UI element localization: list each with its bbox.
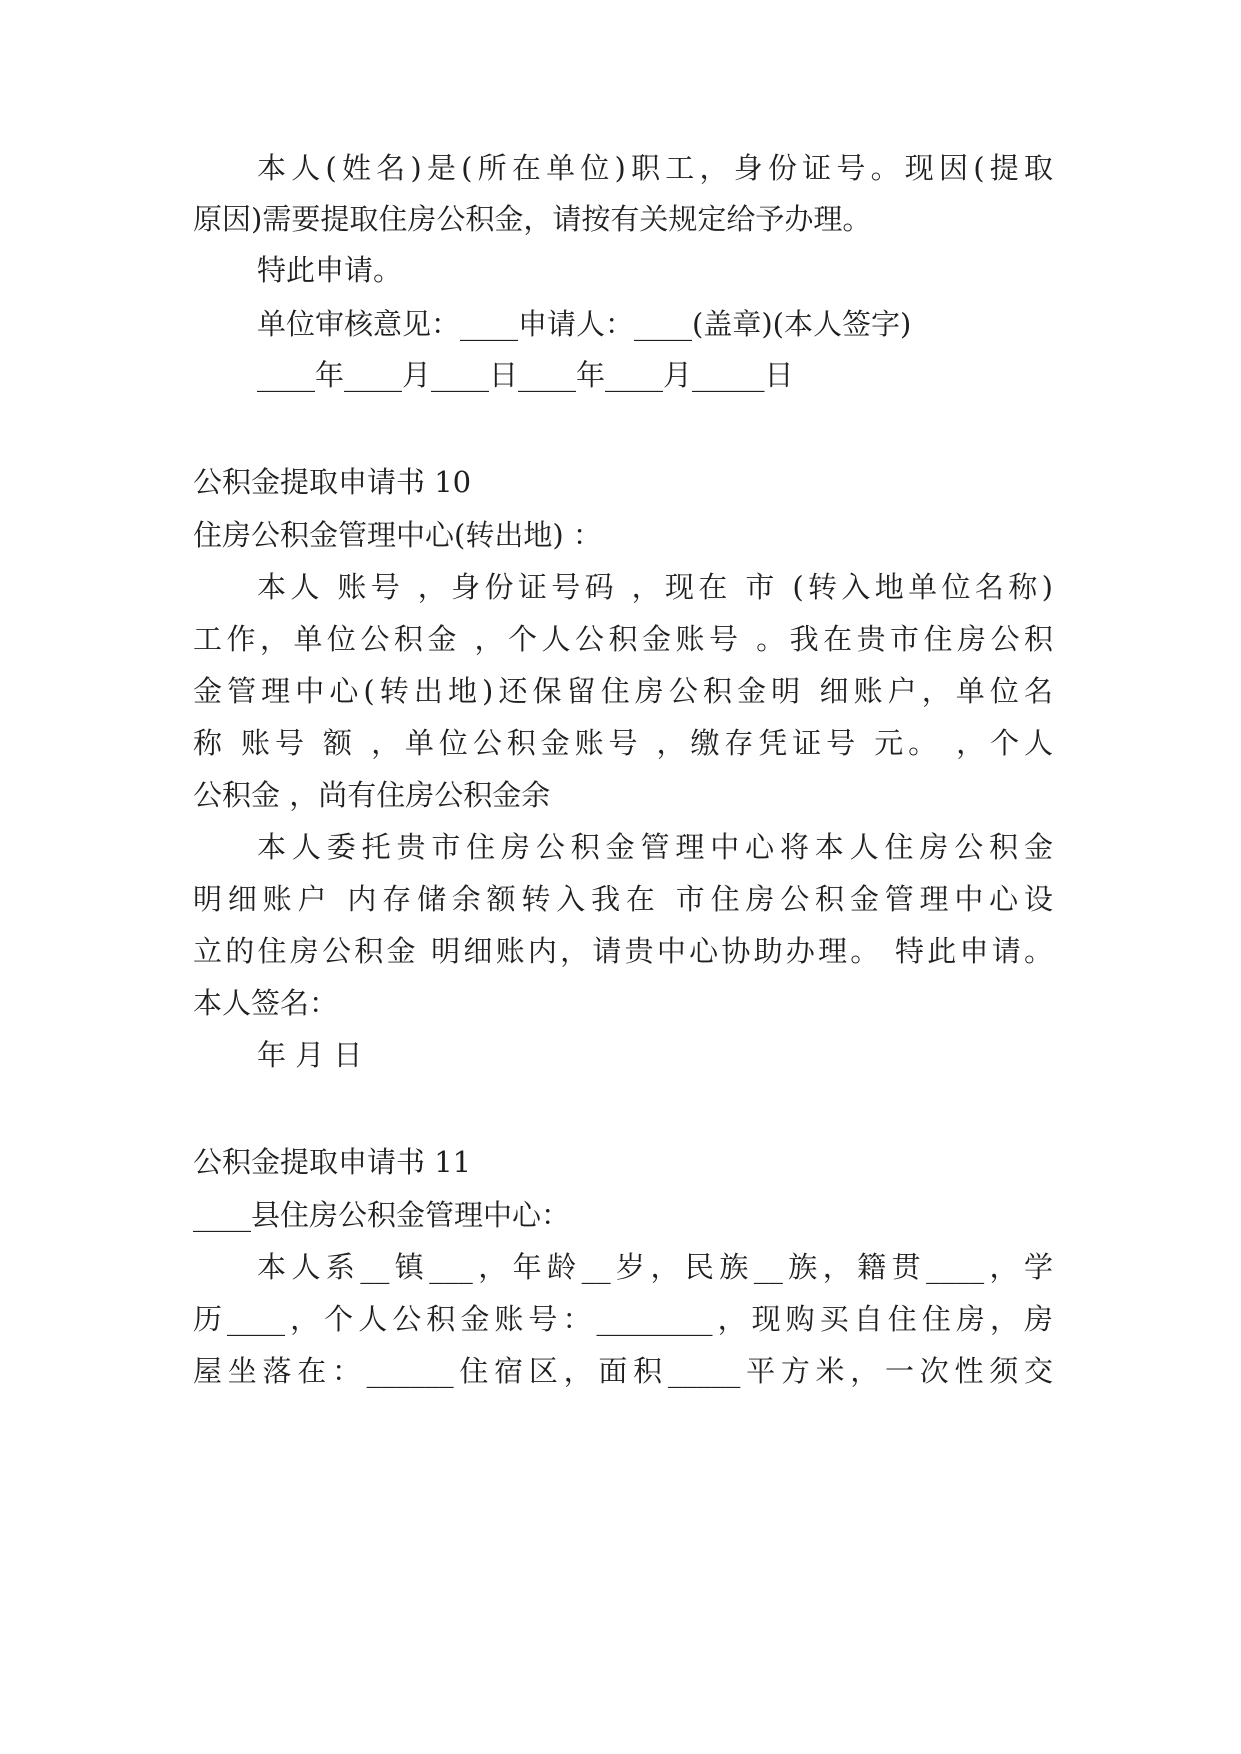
signature-label: 本人签名：: [193, 986, 339, 1020]
date-fields: 年 月 日: [257, 1038, 363, 1072]
paragraph-line: 本人 账号 ，身份证号码 ，现在 市 (转入地单位名称): [257, 570, 1053, 604]
section-title: 公积金提取申请书 11: [193, 1145, 472, 1179]
paragraph-line: 称 账号 额 ，单位公积金账号 ，缴存凭证号 元。 ，个人: [193, 726, 1053, 760]
paragraph-line: 明细账户 内存储余额转入我在 市住房公积金管理中心设: [193, 882, 1053, 916]
paragraph-line: 原因)需要提取住房公积金，请按有关规定给予办理。: [193, 202, 872, 236]
paragraph-line: 工作，单位公积金 ，个人公积金账号 。我在贵市住房公积: [193, 622, 1053, 656]
paragraph-line: 本人系__镇___，年龄__岁，民族__族，籍贯____，学: [257, 1250, 1053, 1284]
paragraph-line: 金管理中心(转出地)还保留住房公积金明 细账户，单位名: [193, 674, 1053, 708]
paragraph-line: 立的住房公积金 明细账内，请贵中心协助办理。 特此申请。: [193, 934, 1053, 968]
paragraph-line: 屋坐落在：______住宿区，面积_____平方米，一次性须交: [193, 1354, 1053, 1388]
paragraph-line: 公积金 ，尚有住房公积金余: [193, 778, 551, 812]
paragraph-line: 本人委托贵市住房公积金管理中心将本人住房公积金: [257, 830, 1053, 864]
closing-text: 特此申请。: [257, 253, 403, 287]
addressee: 住房公积金管理中心(转出地) ：: [193, 518, 602, 552]
paragraph-line: 历____，个人公积金账号：________，现购买自住住房，房: [193, 1302, 1053, 1336]
date-fields: ____年____月____日____年____月_____日: [257, 358, 794, 392]
signature-fields: 单位审核意见：____申请人：____(盖章)(本人签字): [257, 307, 912, 341]
addressee: ____县住房公积金管理中心：: [193, 1198, 571, 1232]
section-title: 公积金提取申请书 10: [193, 465, 472, 499]
paragraph-line: 本人(姓名)是(所在单位)职工，身份证号。现因(提取: [257, 151, 1053, 185]
